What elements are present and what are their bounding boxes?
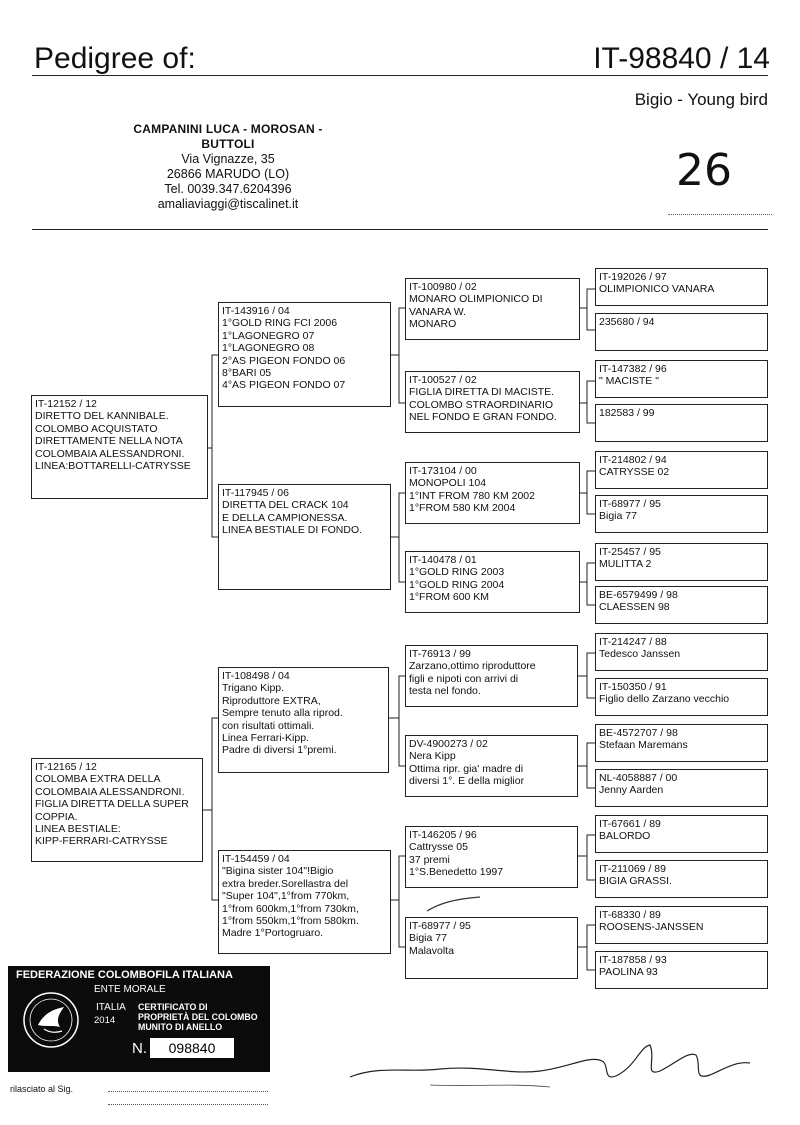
pedigree-note: Bigia 77 [599,510,637,523]
pedigree-note: 2°AS PIGEON FONDO 06 [222,354,346,367]
pen-mark [425,895,485,915]
gen4-box-9 [595,633,768,671]
ring-id: IT-192026 / 97 [599,271,667,283]
pedigree-note: Jenny Aarden [599,784,664,797]
stamp-ente: ENTE MORALE [94,984,166,995]
pedigree-note: CATRYSSE 02 [599,466,670,479]
pedigree-note: figli e nipoti con arrivi di [409,672,519,685]
pedigree-note: Stefaan Maremans [599,739,688,752]
stamp-cert-line: MUNITO DI ANELLO [138,1022,223,1032]
pedigree-note: BALORDO [599,830,651,843]
gen4-box-16 [595,951,768,989]
bird-description: Bigio - Young bird [634,90,768,109]
pedigree-note: 1°S.Benedetto 1997 [409,866,504,879]
gen4-box-2 [595,313,768,351]
pedigree-note: " MACISTE " [599,375,659,388]
ring-id: IT-146205 / 96 [409,829,477,841]
ring-id: IT-25457 / 95 [599,546,661,558]
pedigree-note: COLOMBO STRAORDINARIO [409,398,554,411]
pedigree-note: Zarzano,ottimo riproduttore [409,660,536,673]
pigeon-seal-icon [22,991,80,1049]
sire-sire-box [218,302,391,407]
pedigree-note: COLOMBAIA ALESSANDRONI. [35,447,185,460]
dam-dam-sire-box [405,826,578,888]
stamp-cert-line: CERTIFICATO DI [138,1002,208,1012]
pedigree-note: VANARA W. [409,305,466,318]
dam-dam-dam-box [405,917,578,979]
pedigree-note: 1°FROM 580 KM 2004 [409,502,516,515]
dam-dam-box [218,850,391,954]
handwritten-number: 26 [676,145,732,196]
owner-tel: Tel. 0039.347.6204396 [164,182,292,196]
ring-id: 182583 / 99 [599,407,655,419]
pedigree-note: BIGIA GRASSI. [599,875,672,888]
pedigree-note: 1°from 550km,1°from 580km. [222,915,359,928]
pedigree-note: LINEA BESTIALE: [35,823,121,836]
gen4-box-10 [595,678,768,716]
ring-id: IT-147382 / 96 [599,363,667,375]
pedigree-note: Malavolta [409,944,454,957]
gen4-box-14 [595,860,768,898]
ring-id: IT-12152 / 12 [35,398,97,410]
gen4-box-15 [595,906,768,944]
gen4-box-3 [595,360,768,398]
pedigree-note: Madre 1°Portogruaro. [222,927,324,940]
ring-id: BE-6579499 / 98 [599,589,678,601]
pedigree-note: PAOLINA 93 [599,966,658,979]
ring-id: IT-143916 / 04 [222,305,290,317]
gen4-box-7 [595,543,768,581]
ring-id: IT-150350 / 91 [599,681,667,693]
pedigree-note: CLAESSEN 98 [599,601,670,614]
pedigree-note: 1°LAGONEGRO 07 [222,329,315,342]
pedigree-note: MONARO OLIMPIONICO DI [409,293,543,306]
pedigree-note: Figlio dello Zarzano vecchio [599,693,730,706]
pedigree-note: "Super 104",1°from 770km, [222,890,350,903]
pedigree-note: COLOMBO ACQUISTATO [35,422,158,435]
sire-box [31,395,208,499]
pedigree-note: OLIMPIONICO VANARA [599,283,715,296]
pedigree-note: MONOPOLI 104 [409,477,487,490]
owner-name: CAMPANINI LUCA - MOROSAN - BUTTOLI [133,122,323,151]
pedigree-note: 1°from 600km,1°from 730km, [222,902,359,915]
gen4-box-5 [595,451,768,489]
pedigree-note: testa nel fondo. [409,685,481,698]
pedigree-note: ROOSENS-JANSSEN [599,921,704,934]
pedigree-note: 1°GOLD RING 2004 [409,578,505,591]
ring-id: IT-214802 / 94 [599,454,667,466]
sire-dam-box [218,484,391,590]
dotted-line [108,1091,268,1092]
stamp-org: FEDERAZIONE COLOMBOFILA ITALIANA [16,969,233,981]
pedigree-note: "Bigina sister 104"!Bigio [222,865,334,878]
pedigree-note: LINEA BESTIALE DI FONDO. [222,524,363,537]
gen4-box-4 [595,404,768,442]
stamp-number-label: N. [132,1040,147,1057]
dam-sire-dam-box [405,735,578,797]
stamp-certificate [138,1002,268,1032]
pedigree-note: DIRETTO DEL KANNIBALE. [35,410,169,423]
pedigree-note: Riproduttore EXTRA, [222,694,321,707]
pedigree-note: Tedesco Janssen [599,648,681,661]
stamp-cert-line: PROPRIETÀ DEL COLOMBO [138,1012,258,1022]
pedigree-note: MONARO [409,318,457,331]
ring-id: IT-140478 / 01 [409,554,477,566]
gen4-box-6 [595,495,768,533]
owner-city: 26866 MARUDO (LO) [166,167,290,181]
pedigree-note: 1°LAGONEGRO 08 [222,342,315,355]
stamp-country: ITALIA [96,1002,126,1013]
gen4-box-8 [595,586,768,624]
ring-id: IT-117945 / 06 [222,487,289,499]
ring-id: IT-173104 / 00 [409,465,477,477]
pedigree-note: 1°INT FROM 780 KM 2002 [409,489,535,502]
ring-id: NL-4058887 / 00 [599,772,678,784]
pedigree-note: MULITTA 2 [599,558,652,571]
pedigree-note: FIGLIA DIRETTA DI MACISTE. [409,386,555,399]
pedigree-note: Sempre tenuto alla riprod. [222,707,343,720]
dotted-line [108,1104,268,1105]
owner-address: Via Vignazze, 35 [181,152,275,166]
sire-dam-dam-box [405,551,580,613]
ring-id: IT-108498 / 04 [222,670,290,682]
pedigree-note: diversi 1°. E della miglior [409,775,525,788]
ring-id: IT-68330 / 89 [599,909,661,921]
sire-dam-sire-box [405,462,580,524]
ring-id: 235680 / 94 [599,316,655,328]
gen4-box-13 [595,815,768,853]
pedigree-note: Ottima ripr. gia' madre di [409,762,524,775]
pedigree-note: Bigia 77 [409,932,447,945]
dam-sire-box [218,667,389,773]
pedigree-note: Padre di diversi 1°premi. [222,744,337,757]
pedigree-note: 1°GOLD RING 2003 [409,566,505,579]
gen4-box-12 [595,769,768,807]
pedigree-note: LINEA:BOTTARELLI-CATRYSSE [35,460,191,473]
pedigree-note: 4°AS PIGEON FONDO 07 [222,379,346,392]
pedigree-note: COLOMBA EXTRA DELLA [35,773,161,786]
sire-sire-dam-box [405,371,580,433]
pedigree-note: 8°BARI 05 [222,367,272,380]
pedigree-note: Nera Kipp [409,750,456,763]
pedigree-note: FIGLIA DIRETTA DELLA SUPER [35,798,189,811]
owner-email: amaliaviaggi@tiscalinet.it [157,197,299,211]
gen4-box-1 [595,268,768,306]
pedigree-note: COLOMBAIA ALESSANDRONI. [35,785,185,798]
pedigree-note: Cattrysse 05 [409,841,468,854]
pedigree-note: Trigano Kipp. [222,682,285,695]
pedigree-note: KIPP-FERRARI-CATRYSSE [35,835,168,848]
pedigree-note: COPPIA. [35,810,78,823]
pedigree-note: DIRETTAMENTE NELLA NOTA [35,435,183,448]
ring-id: IT-187858 / 93 [599,954,667,966]
ring-id: BE-4572707 / 98 [599,727,678,739]
page-title: Pedigree of: [34,42,196,75]
signature-scribble [340,1025,760,1105]
ring-id: DV-4900273 / 02 [409,738,488,750]
dam-box [31,758,203,862]
ring-id: IT-100980 / 02 [409,281,477,293]
stamp-year: 2014 [94,1015,116,1026]
pedigree-note: extra breder.Sorellastra del [222,877,349,890]
pedigree-note: 1°FROM 600 KM [409,591,490,604]
dam-sire-sire-box [405,645,578,707]
pedigree-note: NEL FONDO E GRAN FONDO. [409,411,557,424]
pedigree-note: 37 premi [409,853,450,866]
pedigree-note: 1°GOLD RING FCI 2006 [222,317,338,330]
federation-stamp [8,966,270,1072]
ring-id: IT-154459 / 04 [222,853,290,865]
stamp-number: 098840 [150,1038,234,1058]
sire-sire-sire-box [405,278,580,340]
ring-id: IT-100527 / 02 [409,374,477,386]
ring-id: IT-214247 / 88 [599,636,667,648]
gen4-box-11 [595,724,768,762]
ring-id: IT-211069 / 89 [599,863,666,875]
pedigree-note: con risultati ottimali. [222,719,315,732]
rilasciato-label: rilasciato al Sig. [10,1084,74,1094]
ring-number: IT-98840 / 14 [593,42,770,75]
pedigree-note: DIRETTA DEL CRACK 104 [222,499,349,512]
ring-id: IT-76913 / 99 [409,648,471,660]
ring-id: IT-12165 / 12 [35,761,97,773]
ring-id: IT-68977 / 95 [409,920,471,932]
pedigree-note: Linea Ferrari-Kipp. [222,732,309,745]
pedigree-note: E DELLA CAMPIONESSA. [222,511,348,524]
ring-id: IT-67661 / 89 [599,818,661,830]
ring-id: IT-68977 / 95 [599,498,661,510]
